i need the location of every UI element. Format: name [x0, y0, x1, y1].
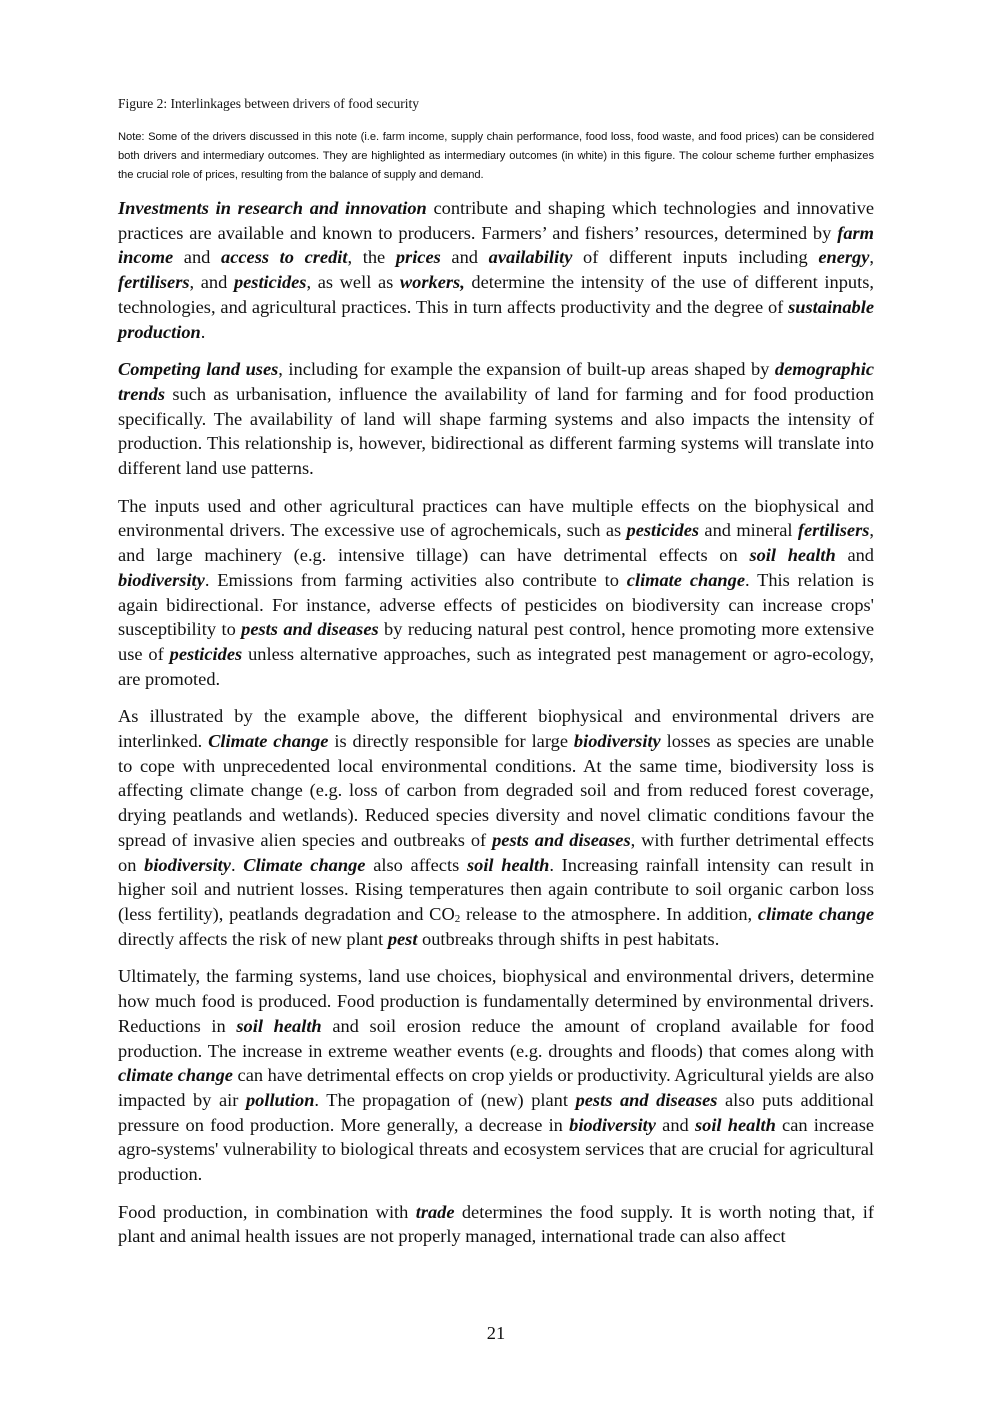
key-term: pollution [245, 1089, 315, 1110]
paragraph: Competing land uses, including for example the expansion of built-up areas shaped by demographic trends such as urbanisation, influence the availability of land for farming and for food production specifically. The availability of land will shape farming systems and also impacts the intensity of production. This relationship is, however, bidirectional as different farming systems will translate into different land use patterns. [118, 359, 874, 479]
key-term: Climate change [243, 854, 366, 875]
figure-note: Note: Some of the drivers discussed in this note (i.e. farm income, supply chain performance, food loss, food waste, and food prices) can be considered both drivers and intermediary outcomes. They are highlighted as intermediary outcomes (in white) in this figure. The colour scheme further emphasizes the crucial role of prices, resulting from the balance of supply and demand. [118, 131, 874, 181]
paragraph: As illustrated by the example above, the different biophysical and environmental drivers are interlinked. Climate change is directly responsible for large biodiversity losses as species are unable to cope with unprecedented local environmental conditions. At the same time, biodiversity loss is affecting climate change (e.g. loss of carbon from degraded soil and from reduced forest coverage, drying peatlands and wetlands). Reduced species diversity and novel climatic conditions favour the spread of invasive alien species and outbreaks of pests and diseases, with further detrimental effects on biodiversity. Climate change also affects soil health. Increasing rainfall intensity can result in higher soil and nutrient losses. Rising temperatures then again contribute to soil organic carbon loss (less fertility), peatlands degradation and $CO_2$ release to the atmosphere. In addition, climate change directly affects the risk of new plant pest outbreaks through shifts in pest habitats. [118, 706, 875, 949]
key-term: prices [395, 247, 441, 268]
key-term: climate change [626, 569, 745, 590]
key-term: sustainable production [118, 296, 874, 342]
key-term: biodiversity [573, 731, 661, 752]
key-term: pests and diseases [492, 829, 631, 850]
key-term: pesticides [626, 520, 700, 541]
key-term: fertilisers [118, 272, 190, 293]
key-term: biodiversity [118, 569, 205, 590]
key-term: trade [415, 1201, 455, 1222]
key-term: biodiversity [144, 854, 231, 875]
paragraph: Food production, in combination with trade determines the food supply. It is worth noting that, if plant and animal health issues are not properly managed, international trade can also affect [118, 1201, 874, 1247]
figure-caption: Figure 2: Interlinkages between drivers of food security [118, 96, 420, 111]
key-term: access to credit [221, 247, 348, 268]
key-term: Competing land uses [118, 359, 279, 380]
page-number: 21 [486, 1323, 506, 1343]
key-term: pests and diseases [241, 619, 379, 640]
key-term: workers, [399, 272, 465, 293]
key-term: climate change [118, 1065, 233, 1086]
key-term: pesticides [233, 272, 307, 293]
paragraph: Investments in research and innovation contribute and shaping which technologies and innovative practices are available and known to producers. Farmers’ and fishers’ resources, determined by farm income and access to credit, the prices and availability of different inputs including energy, fertilisers, and pesticides, as well as workers, determine the intensity of the use of different inputs, technologies, and agricultural practices. This in turn affects productivity and the degree of sustainable production. [118, 198, 875, 342]
key-term: pesticides [169, 643, 243, 664]
key-term: farm income [118, 222, 874, 268]
key-term: pests and diseases [575, 1089, 718, 1110]
key-term: Climate change [208, 731, 329, 752]
key-term: availability [488, 247, 573, 268]
key-term: energy [818, 247, 870, 268]
key-term: soil health [466, 854, 550, 875]
paragraph: The inputs used and other agricultural practices can have multiple effects on the biophysical and environmental drivers. The excessive use of agrochemicals, such as pesticides and mineral fertilisers, and large machinery (e.g. intensive tillage) can have detrimental effects on soil health and biodiversity. Emissions from farming activities also contribute to climate change. This relation is again bidirectional. For instance, adverse effects of pesticides on biodiversity can increase crops' susceptibility to pests and diseases by reducing natural pest control, hence promoting more extensive use of pesticides unless alternative approaches, such as integrated pest management or agro-ecology, are promoted. [118, 495, 875, 689]
key-term: soil health [236, 1015, 322, 1036]
key-term: Investments in research and innovation [118, 198, 427, 218]
paragraph: Ultimately, the farming systems, land use choices, biophysical and environmental drivers, determine how much food is produced. Food production is fundamentally determined by environmental drivers. Reductions in soil health and soil erosion reduce the amount of cropland available for food production. The increase in extreme weather events (e.g. droughts and floods) that comes along with climate change can have detrimental effects on crop yields or productivity. Agricultural yields are also impacted by air pollution. The propagation of (new) plant pests and diseases also puts additional pressure on food production. More generally, a decrease in biodiversity and soil health can increase agro-systems' vulnerability to biological threats and ecosystem services that are crucial for agricultural production. [118, 966, 875, 1185]
key-term: climate change [757, 903, 874, 924]
key-term: soil health [694, 1114, 776, 1135]
key-term: fertilisers [797, 520, 870, 541]
key-term: soil health [749, 545, 836, 566]
key-term: demographic trends [118, 359, 874, 404]
subscript: 2 [454, 912, 461, 925]
key-term: pest [387, 928, 418, 949]
body-text [118, 196, 874, 1262]
key-term: biodiversity [569, 1114, 656, 1135]
